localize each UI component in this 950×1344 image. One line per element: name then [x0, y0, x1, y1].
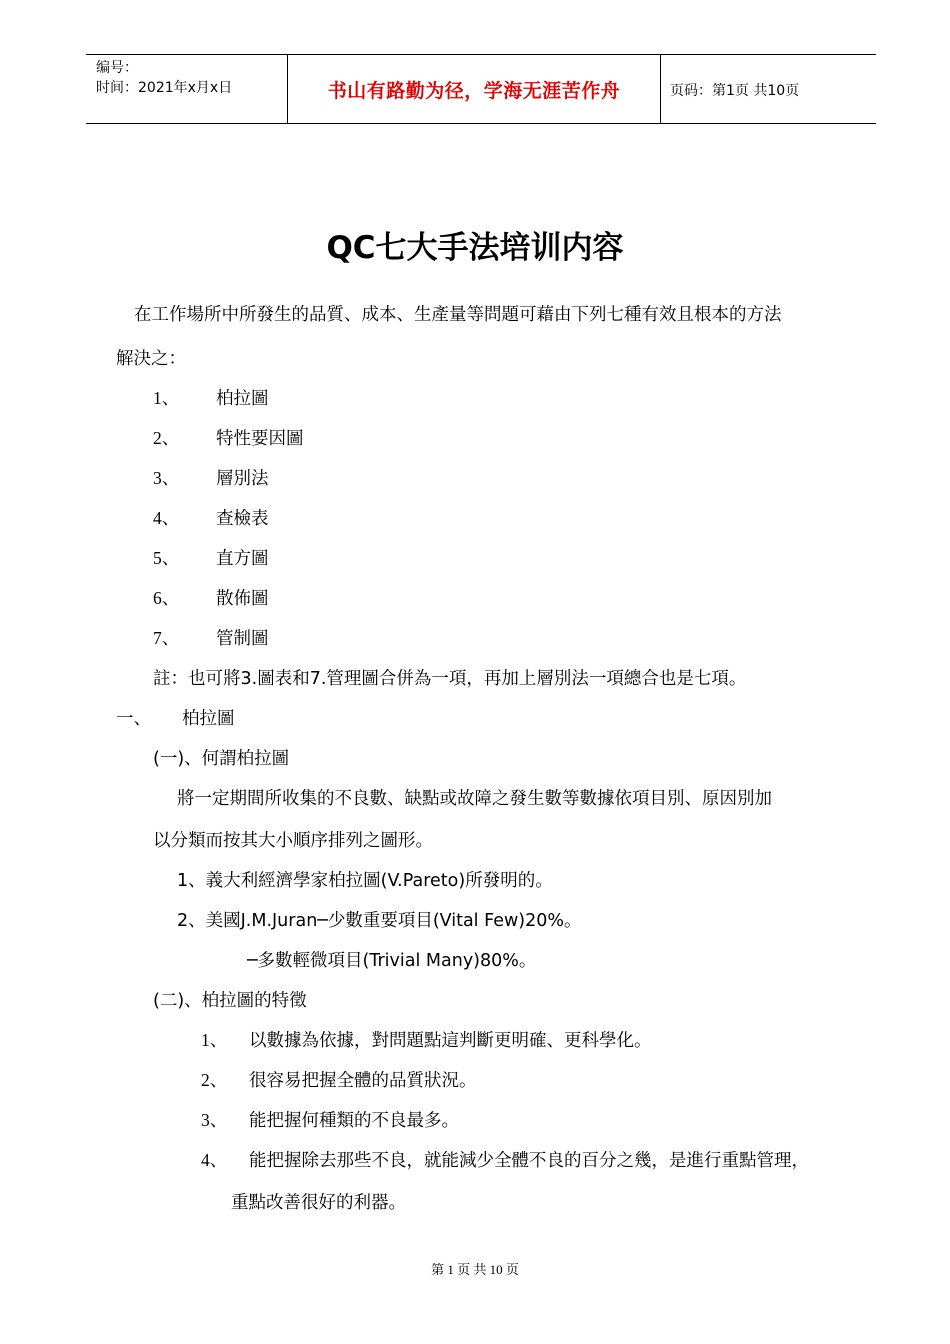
- feature-number: 4、: [201, 1150, 228, 1170]
- section-heading: 柏拉圖: [182, 709, 235, 729]
- time-line: 时间：2021年x月x日: [96, 80, 233, 96]
- intro-line-2: 解決之：: [116, 349, 186, 369]
- header-page-info: 页码：第1页 共10页: [670, 83, 800, 99]
- method-label: 直方圖: [216, 549, 269, 569]
- feature-text: 很容易把握全體的品質狀況。: [249, 1071, 477, 1091]
- header-meta: [96, 58, 232, 98]
- header-motto: 书山有路勤为径，学海无涯苦作舟: [327, 79, 621, 102]
- feature-text: 能把握何種類的不良最多。: [249, 1111, 459, 1131]
- method-number: 4、: [153, 508, 180, 528]
- subsection-heading: (一)、何謂柏拉圖: [153, 749, 290, 769]
- note: 註：也可將3.圖表和7.管理圖合併為一項，再加上層別法一項總合也是七項。: [153, 669, 747, 689]
- method-label: 層別法: [216, 469, 269, 489]
- definition-line-1: 將一定期間所收集的不良數、缺點或故障之發生數等數據依項目別、原因別加: [177, 789, 772, 809]
- section-number: 一、: [116, 709, 151, 729]
- feature-number: 1、: [201, 1030, 228, 1050]
- method-label: 特性要因圖: [216, 429, 304, 449]
- header-divider: [660, 55, 661, 123]
- pareto-point-2-cont: ─多數輕微項目(Trivial Many)80%。: [247, 951, 537, 971]
- intro-line-1: 在工作場所中所發生的品質、成本、生產量等問題可藉由下列七種有效且根本的方法: [134, 305, 782, 325]
- method-number: 5、: [153, 548, 180, 568]
- method-number: 2、: [153, 428, 180, 448]
- method-label: 管制圖: [216, 629, 269, 649]
- subsection-heading: (二)、柏拉圖的特徵: [153, 991, 307, 1011]
- pareto-point-2: 2、美國J.M.Juran─少數重要項目(Vital Few)20%。: [177, 911, 582, 931]
- page-title: QC七大手法培训内容: [326, 230, 624, 266]
- document-header: [86, 54, 876, 124]
- serial-label: 编号：: [96, 60, 138, 76]
- pareto-point-1: 1、義大利經濟學家柏拉圖(V.Pareto)所發明的。: [177, 871, 553, 891]
- feature-text: 以數據為依據，對問題點這判斷更明確、更科學化。: [249, 1031, 652, 1051]
- method-label: 柏拉圖: [216, 389, 269, 409]
- feature-number: 3、: [201, 1110, 228, 1130]
- method-number: 3、: [153, 468, 180, 488]
- page-footer: 第 1 页 共 10 页: [431, 1262, 519, 1277]
- method-number: 7、: [153, 628, 180, 648]
- feature-text: 能把握除去那些不良，就能減少全體不良的百分之幾，是進行重點管理，: [249, 1151, 809, 1171]
- method-number: 6、: [153, 588, 180, 608]
- method-number: 1、: [153, 388, 180, 408]
- method-label: 查檢表: [216, 509, 269, 529]
- method-label: 散佈圖: [216, 589, 269, 609]
- feature-text-cont: 重點改善很好的利器。: [231, 1193, 406, 1213]
- definition-line-2: 以分類而按其大小順序排列之圖形。: [153, 831, 433, 851]
- feature-number: 2、: [201, 1070, 228, 1090]
